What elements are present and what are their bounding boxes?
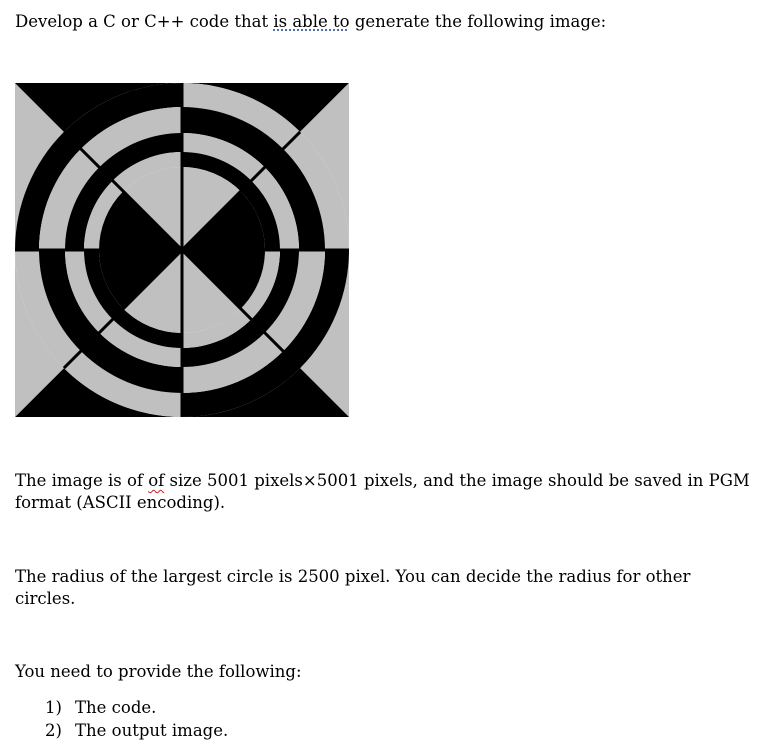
list-item xyxy=(45,696,228,719)
radius-paragraph: The radius of the largest circle is 2500 pixel. You can decide the radius for other circles. xyxy=(15,567,691,608)
requirements-list xyxy=(45,696,228,742)
heading-line xyxy=(15,11,606,33)
list-item xyxy=(45,719,228,742)
heading-text-end: generate the following image: xyxy=(349,12,607,31)
list-item-text: The output image. xyxy=(75,721,229,740)
size-text-end: size 5001 pixels×5001 pixels, and the image should be saved in PGM format (ASCII encoding). xyxy=(15,471,750,512)
size-paragraph xyxy=(15,470,750,514)
size-text-start: The image is of xyxy=(15,471,149,490)
grammar-flagged-text: is able to xyxy=(273,12,350,31)
requirements-intro: You need to provide the following: xyxy=(15,662,302,681)
concentric-sectored-circles-image xyxy=(15,83,349,417)
spelling-flagged-text: of xyxy=(148,471,165,490)
list-item-number: 2) xyxy=(45,721,62,740)
heading-text-start: Develop a C or C++ code that xyxy=(15,12,274,31)
list-item-number: 1) xyxy=(45,698,62,717)
list-item-text: The code. xyxy=(75,698,157,717)
